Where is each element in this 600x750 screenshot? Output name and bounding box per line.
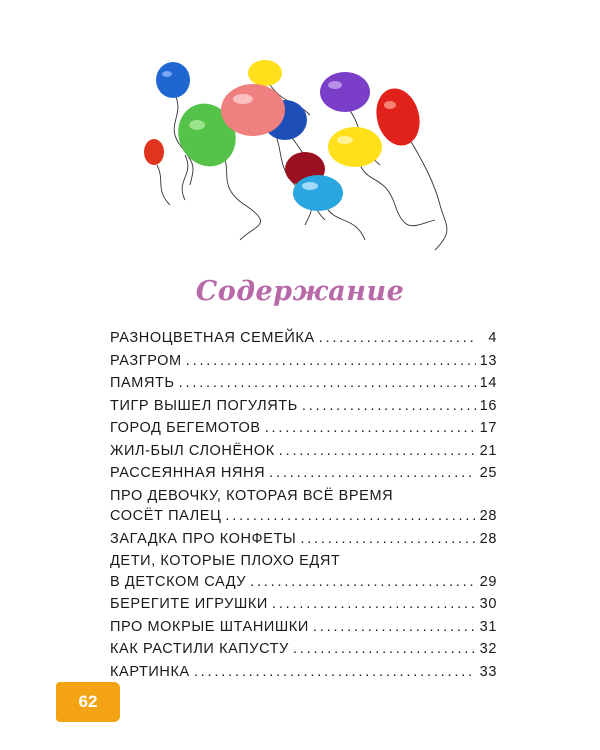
toc-entry-title: ДЕТИ, КОТОРЫЕ ПЛОХО ЕДЯТ xyxy=(110,553,341,569)
toc-entry-page: 33 xyxy=(479,663,497,680)
toc-entry-title: КАК РАСТИЛИ КАПУСТУ xyxy=(110,641,289,657)
toc-entry[interactable] xyxy=(110,594,497,615)
toc-entry[interactable] xyxy=(110,617,497,638)
toc-entry[interactable] xyxy=(110,351,497,372)
toc-entry-title: РАЗНОЦВЕТНАЯ СЕМЕЙКА xyxy=(110,330,315,346)
dot-leader xyxy=(279,441,476,462)
toc-title: Содержание xyxy=(195,276,405,307)
toc-entry-title: РАЗГРОМ xyxy=(110,352,182,369)
toc-entry-title: ПРО МОКРЫЕ ШТАНИШКИ xyxy=(110,618,309,635)
toc-entry[interactable] xyxy=(110,441,497,462)
dot-leader xyxy=(179,373,476,394)
toc-entry[interactable] xyxy=(110,463,497,484)
toc-entry-title: В ДЕТСКОМ САДУ xyxy=(110,573,247,590)
toc-entry[interactable] xyxy=(110,662,497,683)
dot-leader xyxy=(319,328,477,349)
toc-entry[interactable] xyxy=(110,396,497,417)
toc-entry-page: 28 xyxy=(479,530,497,547)
dot-leader xyxy=(272,594,476,615)
balloons-illustration xyxy=(135,55,475,255)
dot-leader xyxy=(250,572,476,593)
toc-entry-page: 14 xyxy=(479,375,497,391)
toc-entry-title: ПРО ДЕВОЧКУ, КОТОРАЯ ВСЁ ВРЕМЯ xyxy=(110,487,394,504)
toc-entry-title: ГОРОД БЕГЕМОТОВ xyxy=(110,420,261,436)
toc-entry-title: КАРТИНКА xyxy=(110,663,190,680)
toc-entry-title: ЗАГАДКА ПРО КОНФЕТЫ xyxy=(110,530,297,547)
toc-entry-title: ПАМЯТЬ xyxy=(110,375,175,391)
toc-entry-title: РАССЕЯННАЯ НЯНЯ xyxy=(110,465,266,481)
toc-entry-page: 30 xyxy=(479,596,497,612)
toc-entry-title: ЖИЛ-БЫЛ СЛОНЁНОК xyxy=(110,442,275,459)
toc-entry-title: СОСЁТ ПАЛЕЦ xyxy=(110,508,222,524)
dot-leader xyxy=(302,396,476,417)
table-of-contents xyxy=(110,328,497,684)
page-number-badge: 62 xyxy=(56,682,120,722)
dot-leader xyxy=(265,418,476,439)
toc-entry-page: 21 xyxy=(479,442,497,459)
dot-leader xyxy=(186,351,476,372)
toc-entry-page: 32 xyxy=(479,641,497,657)
toc-entry-page: 29 xyxy=(479,573,497,590)
toc-entry[interactable] xyxy=(110,529,497,550)
toc-entry-page: 25 xyxy=(479,465,497,481)
toc-entry-page: 13 xyxy=(479,352,497,369)
toc-entry[interactable] xyxy=(110,639,497,660)
toc-entry-page: 16 xyxy=(479,397,497,414)
toc-entry-page: 4 xyxy=(488,330,497,346)
dot-leader xyxy=(225,506,475,527)
toc-entry[interactable] xyxy=(110,328,497,349)
toc-entry-page: 17 xyxy=(479,420,497,436)
dot-leader xyxy=(300,529,475,550)
toc-entry-title: БЕРЕГИТЕ ИГРУШКИ xyxy=(110,596,268,612)
dot-leader xyxy=(313,617,476,638)
toc-entry-page: 31 xyxy=(479,618,497,635)
toc-entry-page: 28 xyxy=(479,508,497,524)
dot-leader xyxy=(293,639,476,660)
toc-entry[interactable] xyxy=(110,551,497,592)
dot-leader xyxy=(194,662,476,683)
toc-entry[interactable] xyxy=(110,418,497,439)
toc-entry-title: ТИГР ВЫШЕЛ ПОГУЛЯТЬ xyxy=(110,397,298,414)
toc-entry[interactable] xyxy=(110,373,497,394)
toc-entry[interactable] xyxy=(110,486,497,527)
dot-leader xyxy=(269,463,476,484)
